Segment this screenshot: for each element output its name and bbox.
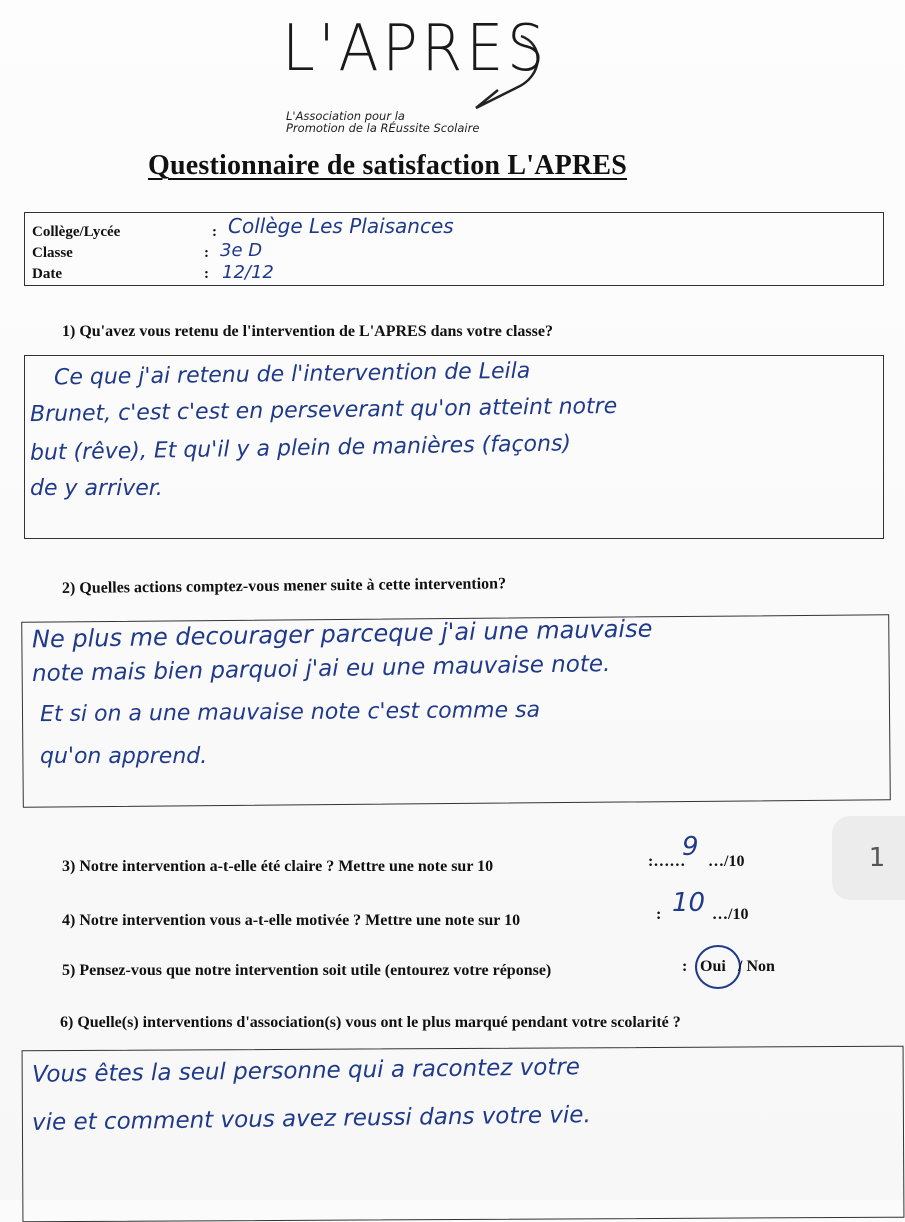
question-6: 6) Quelle(s) interventions d'association(s) vous ont le plus marqué pendant votre scolarité ?	[60, 1014, 681, 1031]
q5-colon: :	[682, 958, 688, 975]
oui-circle-mark	[695, 945, 741, 989]
value-date: 12/12	[222, 262, 274, 283]
label-classe: Classe	[32, 245, 73, 261]
question-2: 2) Quelles actions comptez-vous mener suite à cette intervention?	[61, 575, 507, 597]
answer-6-line-2: vie et comment vous avez reussi dans votre vie.	[31, 1102, 591, 1136]
answer-1-line-3: but (rêve), Et qu'il y a plein de manières (façons)	[29, 431, 572, 466]
logo-name: L'APRES	[282, 12, 549, 86]
q4-score-prefix: :	[656, 906, 662, 923]
apres-logo	[276, 6, 556, 134]
q4-score-value: 10	[672, 888, 706, 918]
q3-score-value: 9	[682, 832, 699, 862]
page-title: Questionnaire de satisfaction L'APRES	[148, 150, 628, 181]
q3-score-suffix: …/10	[708, 853, 745, 870]
logo-tagline: L'Association pour la Promotion de la RÉussite Scolaire	[286, 109, 480, 135]
label-college: Collège/Lycée	[32, 224, 121, 240]
answer-1-line-2: Brunet, c'est c'est en perseverant qu'on atteint notre	[29, 393, 618, 428]
answer-2-line-2: note mais bien parquoi j'ai eu une mauvaise note.	[31, 650, 611, 688]
question-4: 4) Notre intervention vous a-t-elle motivée ? Mettre une note sur 10	[62, 912, 521, 929]
question-1: 1) Qu'avez vous retenu de l'intervention de L'APRES dans votre classe?	[62, 323, 553, 340]
sep-classe: :	[204, 245, 209, 261]
q5-answer-oui: Oui	[700, 958, 726, 975]
answer-2-line-4: qu'on apprend.	[40, 744, 208, 769]
answer-6-line-1: Vous êtes la seul personne qui a racontez votre	[31, 1054, 581, 1088]
answer-2-line-1: Ne plus me decourager parceque j'ai une mauvaise	[31, 614, 653, 654]
sep-date: :	[204, 266, 209, 282]
q4-score-suffix: …/10	[712, 906, 749, 923]
value-classe: 3e D	[220, 240, 263, 261]
question-5: 5) Pensez-vous que notre intervention soit utile (entourez votre réponse)	[62, 962, 552, 979]
answer-1-line-1: Ce que j'ai retenu de l'intervention de Leila	[53, 358, 531, 391]
label-date: Date	[32, 266, 62, 282]
q5-answer-non: / Non	[738, 958, 775, 975]
info-box	[24, 212, 884, 286]
page-number-indicator[interactable]: 1	[832, 816, 905, 900]
answer-2-line-3: Et si on a une mauvaise note c'est comme sa	[39, 697, 541, 728]
q3-score-prefix: :……	[648, 853, 686, 870]
sep-college: :	[212, 224, 217, 240]
question-3: 3) Notre intervention a-t-elle été claire ? Mettre une note sur 10	[62, 858, 494, 875]
value-college: Collège Les Plaisances	[228, 214, 454, 238]
answer-1-line-4: de y arriver.	[30, 476, 163, 501]
